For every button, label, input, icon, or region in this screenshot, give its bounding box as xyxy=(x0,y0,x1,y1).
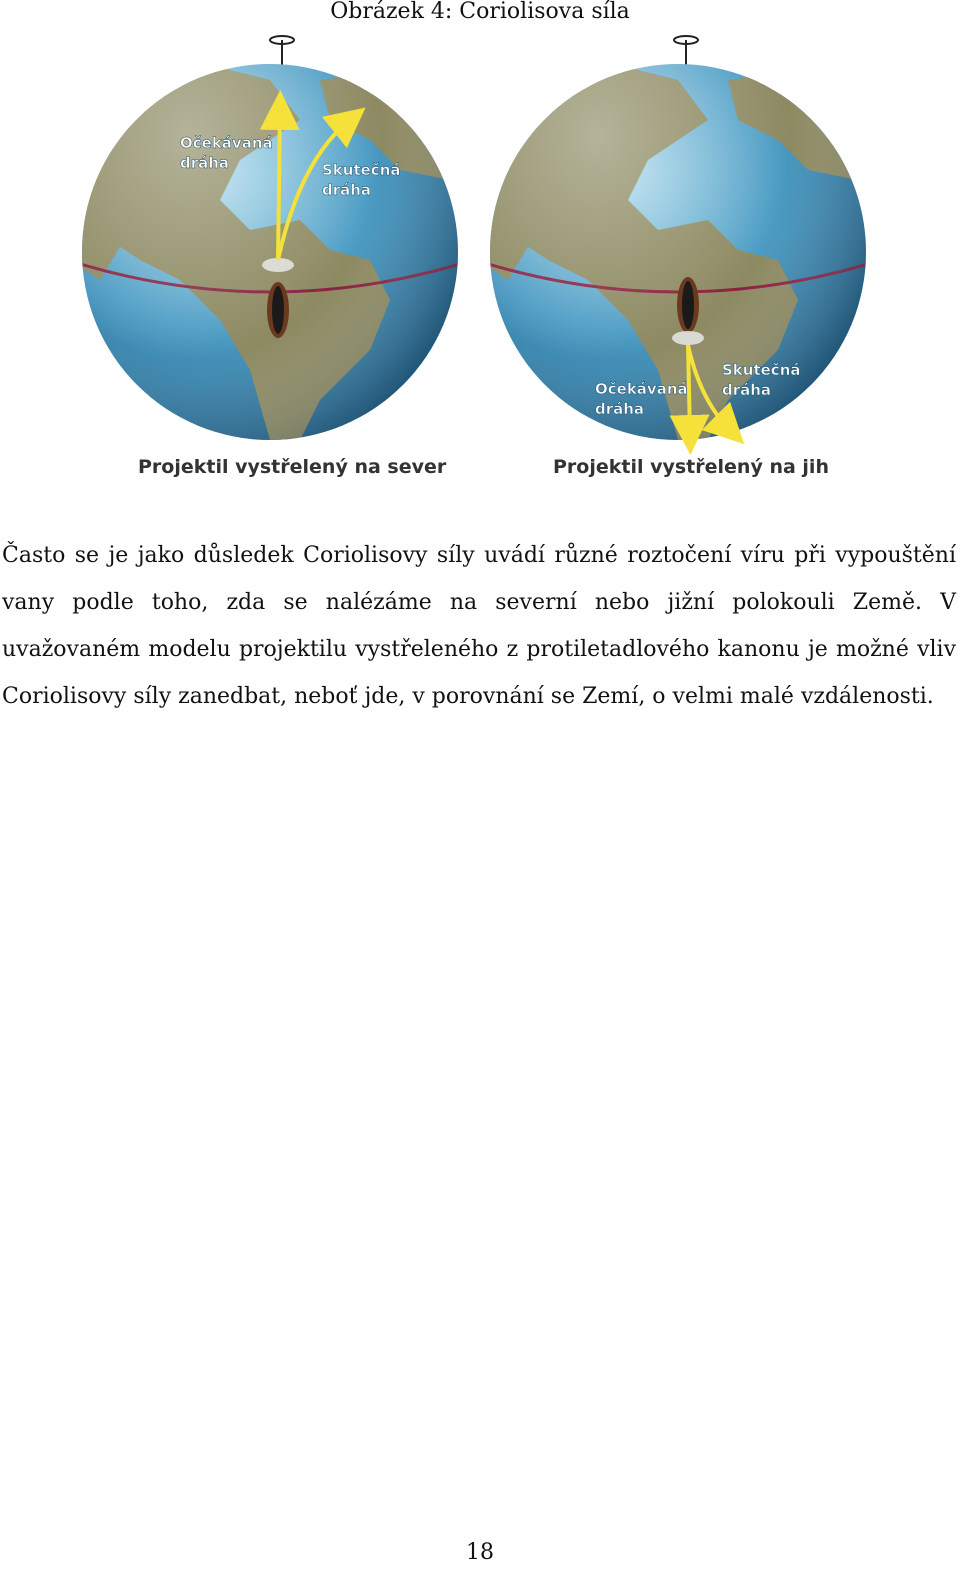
page-number: 18 xyxy=(466,1540,494,1565)
actual-label-2: dráha xyxy=(722,381,772,399)
actual-label-2: dráha xyxy=(322,181,372,199)
bottom-label-north: Projektil vystřelený na sever xyxy=(138,456,447,478)
body-paragraph: Často se je jako důsledek Coriolisovy síly uvádí různé roztočení víru při vypouštění vany podle toho, zda se nalézáme na severní nebo jižní polokouli Země. V uvažovaném modelu projektilu vystřeleného z protiletadlového kanonu je možné vliv Coriolisovy síly zanedbat, neboť jde, v porovnání se Zemí, o velmi malé vzdálenosti. xyxy=(2,543,956,709)
actual-label: Skutečná xyxy=(322,161,401,179)
expected-label-2: dráha xyxy=(595,400,645,418)
expected-path-arrow xyxy=(278,110,280,260)
bottom-label-south: Projektil vystřelený na jih xyxy=(553,456,829,478)
globe-north xyxy=(70,20,470,485)
globe-south xyxy=(478,20,878,485)
expected-label: Očekávaná xyxy=(180,134,273,152)
smoke-puff xyxy=(672,331,704,345)
expected-label-2: dráha xyxy=(180,154,230,172)
expected-label: Očekávaná xyxy=(595,380,688,398)
figure-caption: Obrázek 4: Coriolisova síla xyxy=(330,0,630,24)
actual-label: Skutečná xyxy=(722,361,801,379)
coriolis-illustration xyxy=(70,20,880,485)
smoke-puff xyxy=(262,258,294,272)
coriolis-figure xyxy=(70,20,880,485)
